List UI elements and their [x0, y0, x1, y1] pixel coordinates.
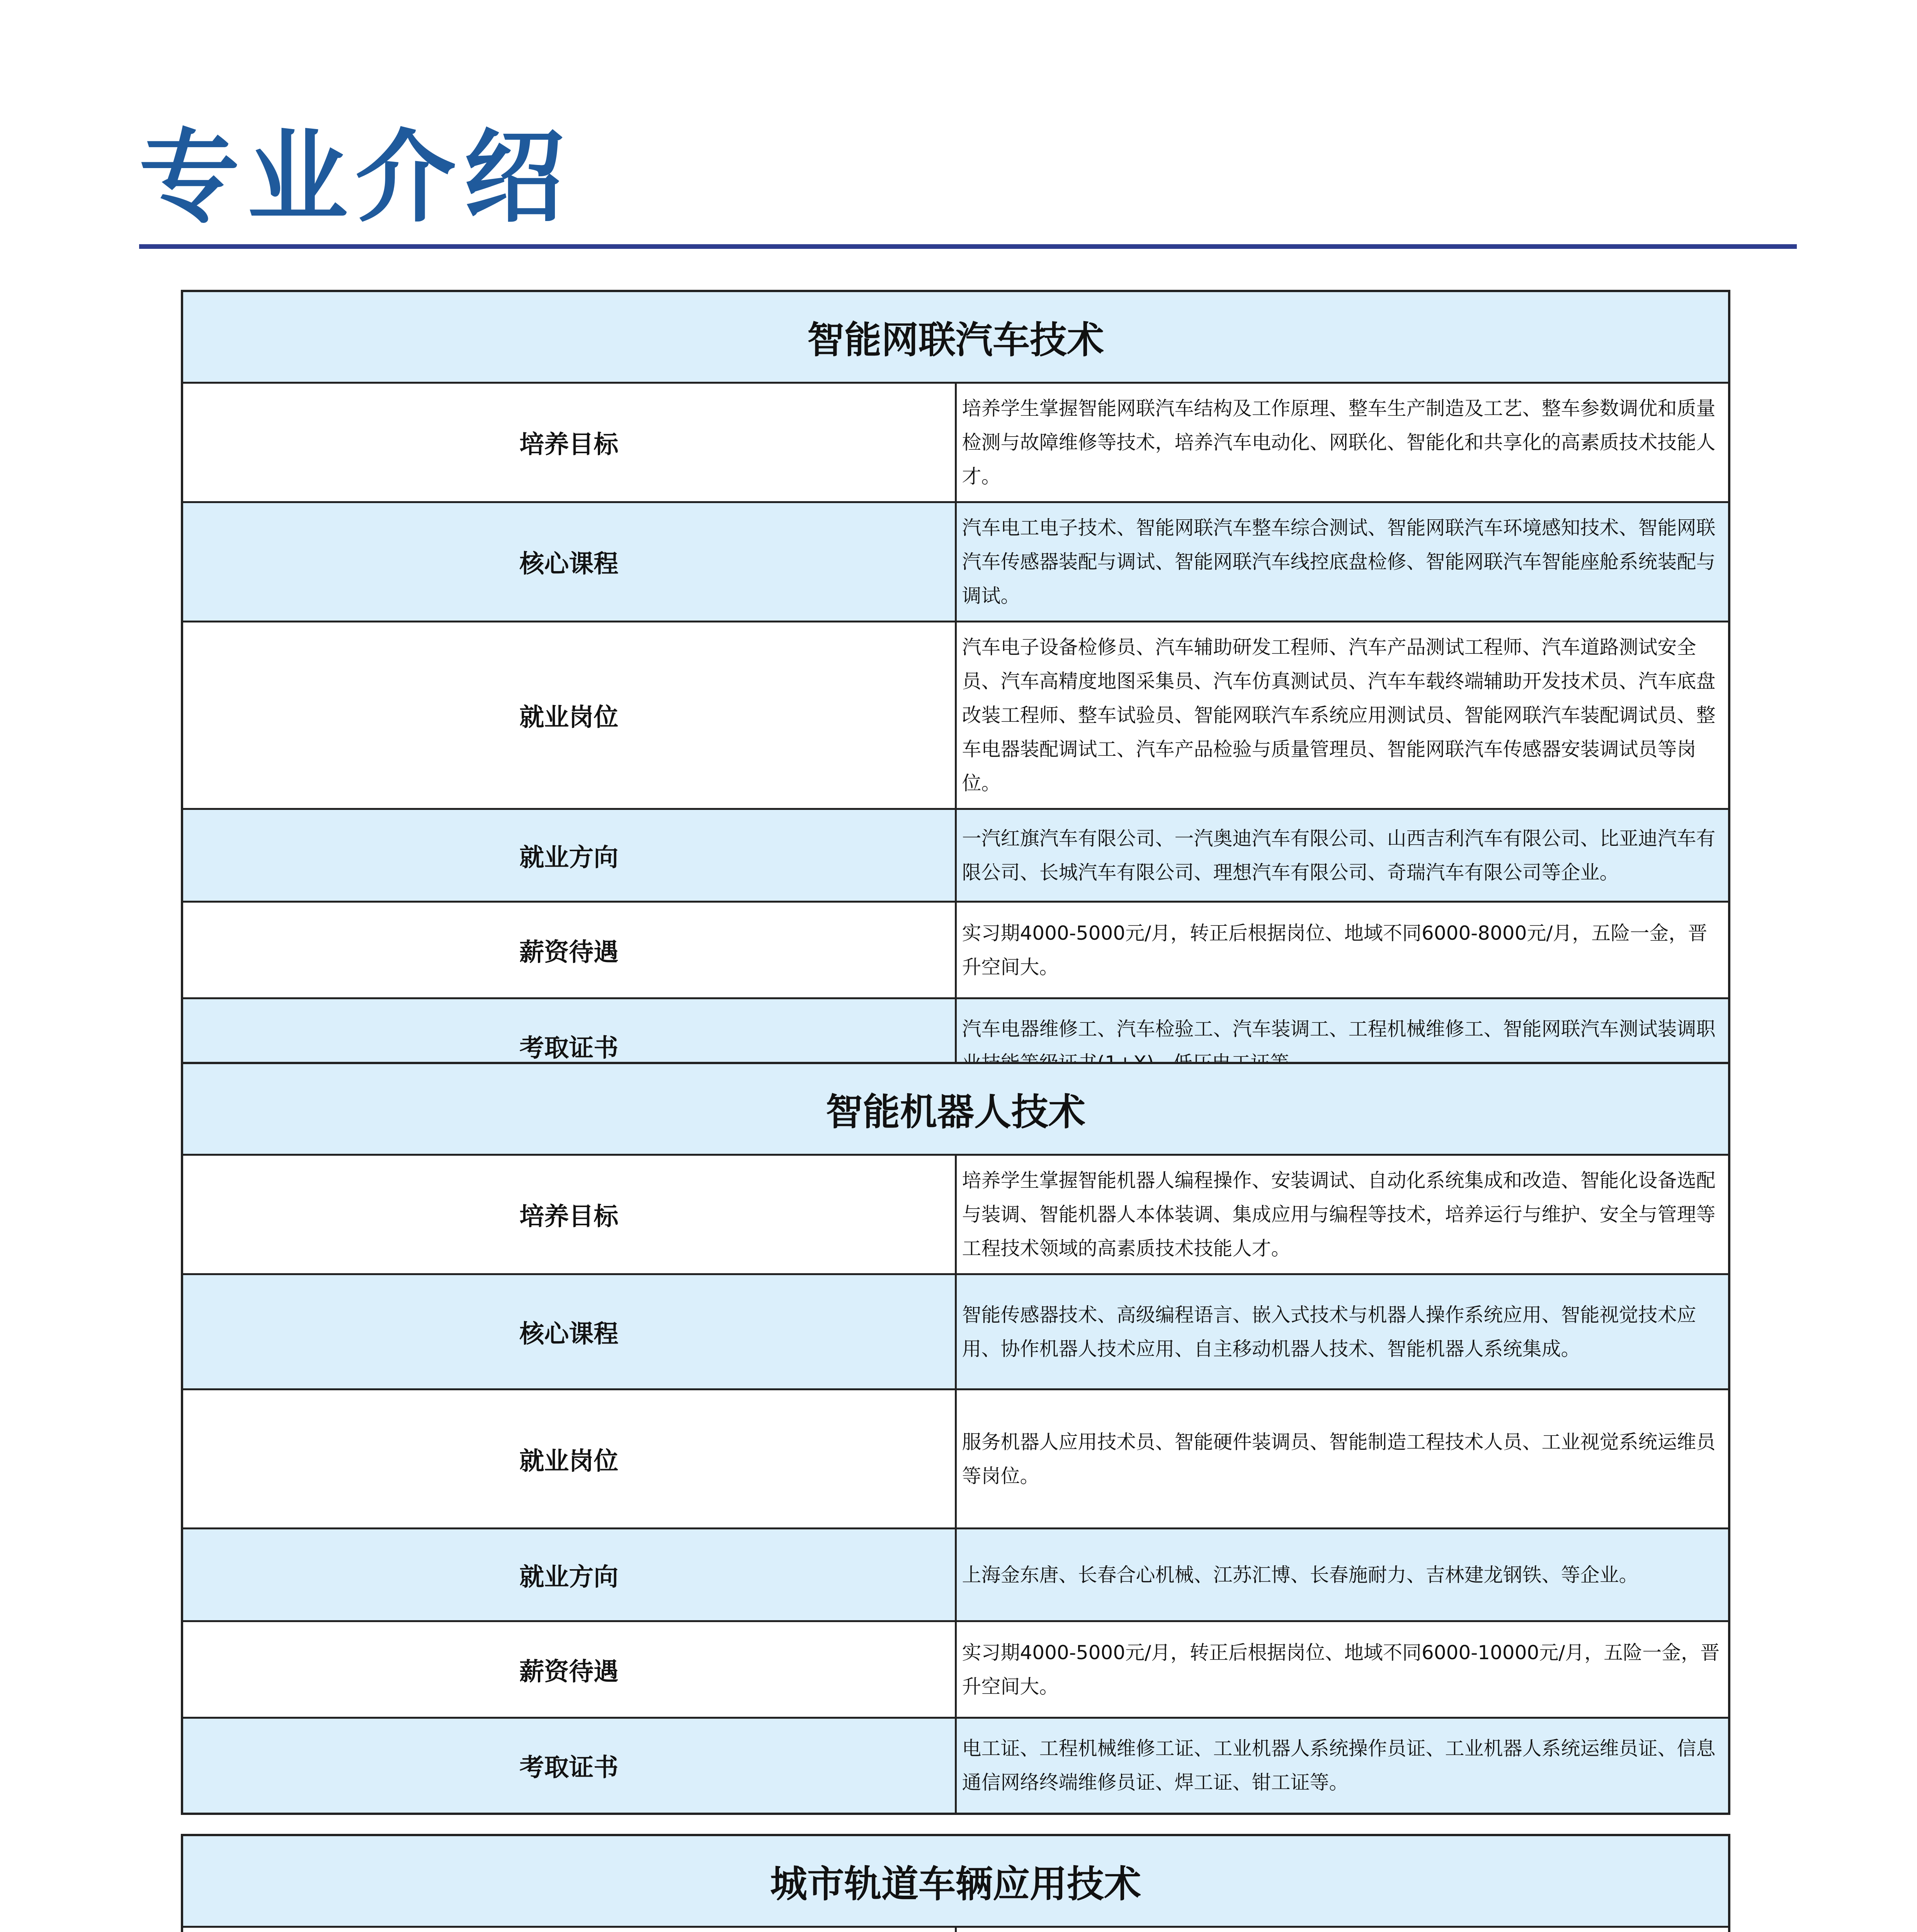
row-text-employers: 上海金东唐、长春合心机械、江苏汇博、长春施耐力、吉林建龙钢铁、等企业。: [956, 1529, 1729, 1621]
major-title: 城市轨道车辆应用技术: [182, 1835, 1729, 1927]
row-label-salary: 薪资待遇: [182, 1621, 956, 1718]
row-label-core-courses: 核心课程: [182, 502, 956, 622]
row-label-employers: 就业方向: [182, 1529, 956, 1621]
row-label-certificates: 考取证书: [182, 998, 956, 1094]
row-text-core-courses: 汽车电工电子技术、智能网联汽车整车综合测试、智能网联汽车环境感知技术、智能网联汽车传感器装配与调试、智能网联汽车线控底盘检修、智能网联汽车智能座舱系统装配与调试。: [956, 502, 1729, 622]
row-text-salary: 实习期4000-5000元/月，转正后根据岗位、地域不同6000-10000元/月，五险一金，晋升空间大。: [956, 1621, 1729, 1718]
row-text-training-goal: 培养学生掌握智能机器人编程操作、安装调试、自动化系统集成和改造、智能化设备选配与装调、智能机器人本体装调、集成应用与编程等技术，培养运行与维护、安全与管理等工程技术领域的高素质技术技能人才。: [956, 1155, 1729, 1274]
row-text-training-goal: [956, 1927, 1729, 1932]
row-label-job-positions: 就业岗位: [182, 622, 956, 809]
row-label-certificates: 考取证书: [182, 1718, 956, 1814]
major-table: [181, 290, 1730, 1095]
major-table: [181, 1834, 1730, 1932]
title-divider: [139, 244, 1797, 249]
row-label-salary: 薪资待遇: [182, 902, 956, 998]
major-title: 智能机器人技术: [182, 1063, 1729, 1155]
row-label-employers: 就业方向: [182, 809, 956, 902]
row-label-training-goal: 培养目标: [182, 383, 956, 502]
major-title: 智能网联汽车技术: [182, 291, 1729, 383]
row-text-salary: 实习期4000-5000元/月，转正后根据岗位、地域不同6000-8000元/月，五险一金，晋升空间大。: [956, 902, 1729, 998]
row-text-job-positions: 汽车电子设备检修员、汽车辅助研发工程师、汽车产品测试工程师、汽车道路测试安全员、汽车高精度地图采集员、汽车仿真测试员、汽车车载终端辅助开发技术员、汽车底盘改装工程师、整车试验员、智能网联汽车系统应用测试员、智能网联汽车装配调试员、整车电器装配调试工、汽车产品检验与质量管理员、智能网联汽车传感器安装调试员等岗位。: [956, 622, 1729, 809]
row-label-job-positions: 就业岗位: [182, 1389, 956, 1529]
row-label-training-goal: 培养目标: [182, 1155, 956, 1274]
row-label-training-goal: [182, 1927, 956, 1932]
row-label-core-courses: 核心课程: [182, 1274, 956, 1389]
major-table: [181, 1062, 1730, 1815]
row-text-certificates: 电工证、工程机械维修工证、工业机器人系统操作员证、工业机器人系统运维员证、信息通信网络终端维修员证、焊工证、钳工证等。: [956, 1718, 1729, 1814]
row-text-certificates: 汽车电器维修工、汽车检验工、汽车装调工、工程机械维修工、智能网联汽车测试装调职: [956, 998, 1729, 1094]
row-text-job-positions: 服务机器人应用技术员、智能硬件装调员、智能制造工程技术人员、工业视觉系统运维员等岗位。: [956, 1389, 1729, 1529]
row-text-core-courses: 智能传感器技术、高级编程语言、嵌入式技术与机器人操作系统应用、智能视觉技术应用、协作机器人技术应用、自主移动机器人技术、智能机器人系统集成。: [956, 1274, 1729, 1389]
page-title: 专业介绍: [139, 119, 572, 236]
row-text-training-goal: 培养学生掌握智能网联汽车结构及工作原理、整车生产制造及工艺、整车参数调优和质量检测与故障维修等技术，培养汽车电动化、网联化、智能化和共享化的高素质技术技能人才。: [956, 383, 1729, 502]
row-text-employers: 一汽红旗汽车有限公司、一汽奥迪汽车有限公司、山西吉利汽车有限公司、比亚迪汽车有限公司、长城汽车有限公司、理想汽车有限公司、奇瑞汽车有限公司等企业。: [956, 809, 1729, 902]
